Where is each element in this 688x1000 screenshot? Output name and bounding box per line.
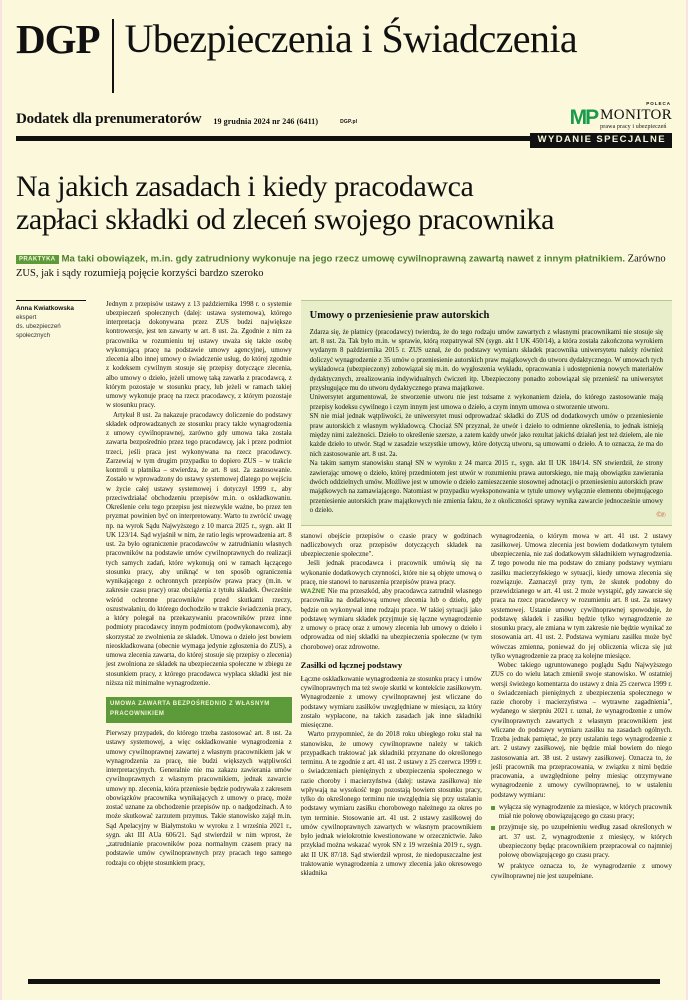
section-banner-own-employee: UMOWA ZAWARTA BEZPOŚREDNIO Z WŁASNYM PRACOWNIKIEM bbox=[106, 697, 292, 723]
feature-box-copyright-contracts bbox=[301, 300, 672, 526]
masthead bbox=[16, 0, 672, 66]
copyright-mark: ©℗ bbox=[656, 510, 665, 519]
col1-paragraph-3: Pierwszy przypadek, do którego trzeba zastosować art. 8 ust. 2a ustawy systemowej, a więc oskładkowanie wynagrodzenia z umowy cywilnoprawnej zawartej z własnym pracownikiem jak w wynagrodzenia za pracę, nie budzi większych wątpliwości interpretacyjnych. Generalnie nie ma zakazu zawierania umów cywilnoprawnych z własnym pracownikiem, jednak zawarcie umowy np. zlecenia, która przeniesie będzie podrywała z zakresem obowiązków pracownika wynikających z umowy o pracę, może zostać uznane za obchodzenie przepisów np. o nadgodzinach. A to może skutkować zarzutem przymus. Takie stanowisko zajął m.in. Sąd Apelacyjny w Białymstoku w wyroku z 1 września 2021 r., sygn. akt III AUa 606/21. Sąd stwierdził w nim wprost, że „zatrudnianie pracowników poza normalnym czasem pracy na podstawie umów cywilnoprawnych przy pracach tego samego rodzaju co objęte stosunkiem pracy, bbox=[106, 730, 292, 867]
columns-2-3-wrapper bbox=[301, 300, 672, 881]
col2-paragraph-2: Jeśli jednak pracodawca i pracownik umówią się na wykonanie dodatkowych czynności, które nie są objęte umową o pracę, nie stanowi to naruszenia przepisów prawa pracy. bbox=[300, 560, 482, 586]
list-item: wyłącza się wynagrodzenie za miesiące, w których pracownik miał nie połowę obowiązującego go czasu pracy; bbox=[491, 803, 672, 822]
col3-bullet-list bbox=[491, 803, 672, 861]
article-lead bbox=[16, 252, 672, 282]
monitor-subtitle: prawa pracy i ubezpieczeń bbox=[600, 124, 667, 130]
column-1 bbox=[106, 300, 292, 881]
author-name: Anna Kwiatkowska bbox=[16, 304, 74, 312]
supplement-label: Dodatek dla prenumeratorów bbox=[16, 111, 202, 127]
author-role-line-1: ekspert bbox=[16, 313, 37, 321]
feature-box-paragraph-2: Uniwersytet argumentował, że stworzenie utworu nie jest tożsame z wykonaniem dzieła, do którego zastosowanie mają przepisy kodeksu cywilnego i czym innym jest umowa o dzieło, a czym innym umowa o stworzenie utworu. bbox=[309, 394, 663, 411]
masthead-rule-row bbox=[16, 133, 672, 146]
column-2 bbox=[301, 532, 482, 881]
masthead-divider bbox=[112, 19, 114, 93]
col2-paragraph-4: Warto przypomnieć, że do 2018 roku ubiegłego roku stał na stanowisku, że umowy cywilnoprawne należy w takich przypadkach traktować jak składniki przyznane do określonego terminu. A te zgodnie z art. 41 ust. 2 ustawy z 25 czerwca 1999 r. o świadczeniach pieniężnych z ubezpieczenia społecznego w razie choroby i macierzyństwa (dalej: ustawa zasiłkowa) nie wpływają na wysokość tego pozostają bowiem stosunku pracy, tylko do określonego terminu nie uwzględnia się przy ustalaniu podstawy wymiaru zasiłku chorobowego należnego za okres po tym terminie. Stosowanie art. 41 ust. 2 ustawy zasiłkowej do umów cywilnoprawnych zawartych w własnym pracownikiem było jednak wielokrotnie kwestionowane w orzecznictwie. Jako przykład można wskazać wyrok SN z 19 września 2019 r., sygn. akt II UK 87/18. Sąd stwierdził wprost, że niedopuszczalne jest traktowanie wynagrodzenia z umowy zlecenia jako okresowego składnika bbox=[300, 731, 482, 878]
col2-important-note bbox=[301, 587, 482, 652]
headline-line-1: Na jakich zasadach i kiedy pracodawca bbox=[16, 170, 474, 203]
masthead-subrow bbox=[16, 90, 672, 128]
author-rail bbox=[16, 300, 106, 881]
feature-box-paragraph-1: Zdarza się, że płatnicy (pracodawcy) twierdzą, że do tego rodzaju umów zawartych z własnymi pracownikami nie stosuje się art. 8 ust. 2a. Tak było m.in. w sprawie, którą rozpatrywał SN (sygn. akt I UK 450/14), a która została zakończona wyrokiem wydanym 8 października 2015 r. ZUS uznał, że do podstawy wymiaru składek pracownika uniwersytetu należy również doliczyć wynagrodzenie z 35 umów o przeniesienie autorskich praw majątkowych do utworu dydaktycznego. W umowach tych wykładowca (ubezpieczony) zobowiązał się m.in. do wygłoszenia wykładu, opracowania i udostępnienia nowych materiałów dydaktycznych, zrealizowania indywidualnych ćwiczeń itp. Ubezpieczony ponadto zobowiązał się przenieść na uniwersytet przysługujące mu do utworu dydaktycznego prawa majątkowe. bbox=[309, 328, 663, 392]
monitor-name: MONITOR bbox=[600, 107, 672, 123]
wazne-text: Nie ma przeszkód, aby pracodawca zatrudnił własnego pracownika na dodatkową umowę zlecenia lub o dzieło, gdy będzie on wykonywał inne rodzaju prace. W takiej sytuacji jako podstawę wymiaru składek przyjmuje się łączne wynagrodzenie z umowy o pracę oraz z umowy zlecenia lub umowy o dzieło i odprowadza od niej składki na ubezpieczenia społeczne (w tym chorobowe) oraz zdrowotne. bbox=[300, 588, 482, 651]
feature-box-paragraph-3: SN nie miał jednak wątpliwości, że uniwersytet musi odprowadzać składki do ZUS od dodatkowych umów o przeniesienie praw autorskich z własnym wykładowcą. Chociaż SN przyznał, że utwór i dzieło to odmienne określenia, to jednak istnieją między nimi zależności. Dzieło to określenie szersze, a zatem każdy utwór jako rezultat jakichś działań jest też dziełem, ale nie każde dzieło to utwór. Stąd w zasadzie wszystkie umowy, które dotyczą utworu, są umowami o dzieło. A to oznacza, że ma do nich zastosowanie art. 8 ust. 2a. bbox=[309, 413, 663, 458]
headline-line-2: zapłaci składki od zleceń swojego pracownika bbox=[16, 203, 555, 236]
article-headline bbox=[16, 170, 672, 236]
col3-paragraph-1: wynagrodzenia, o którym mowa w art. 41 ust. 2 ustawy zasiłkowej. Umowa zlecenia jest bowiem dodatkowym tytułem ubezpieczenia, nie zaś dodatkowym składnikiem wynagrodzenia. Z tego powodu nie ma podstaw do zmiany podstawy wymiaru zasiłku macierzyńskiego w sytuacji, kiedy umowa zlecenia się rozwiązuje. Zaznaczył przy tym, że skutek podobny do przewidzianego w art. 41 ust. 2 może wystąpić, gdy zawarcie się praca na rzecz pracodawcy w rozumieniu art. 8 ust. 2a ustawy systemowej. Ustanie umowy cywilnoprawnej spowoduje, że podstawę składek i zasiłku będzie tylko wynagrodzenie ze stosunku pracy, ale zmiana w tym zakresie nie będzie wynikać ze stosowania art. 41 ust. 2. Podstawa wymiaru zasiłku może być wówczas zmienna, ponieważ do jej obliczenia wlicza się już tylko wynagrodzenie za pracę za kolejne miesiące. bbox=[490, 532, 673, 660]
list-item: przyjmuje się, po uzupełnieniu według zasad określonych w art. 37 ust. 2, wynagrodzenie z miesięcy, w których ubezpieczony będąc pracownikiem przepracował co najmniej połowę obowiązującego go czasu pracy. bbox=[491, 823, 672, 860]
author-role-line-3: społecznych bbox=[16, 331, 51, 339]
monitor-promo bbox=[570, 101, 672, 130]
feature-box-title: Umowy o przeniesienie praw autorskich bbox=[309, 309, 490, 321]
lower-columns bbox=[301, 532, 672, 881]
monitor-mp-logo: MP bbox=[569, 106, 598, 129]
issue-line: 19 grudnia 2024 nr 246 (6411) bbox=[213, 117, 319, 126]
text-columns bbox=[106, 300, 672, 881]
article-body bbox=[16, 300, 672, 881]
col2-paragraph-1: stanowi obejście przepisów o czasie pracy w godzinach nadliczbowych oraz przepisów dotyczących składek na ubezpieczenie społeczne". bbox=[300, 532, 482, 559]
author-role-line-2: ds. ubezpieczeń bbox=[16, 322, 61, 330]
lead-rest-text: Zarówno ZUS, jak i sądy rozumieją pojęcie korzyści bardzo szeroko bbox=[16, 253, 666, 279]
column-3 bbox=[491, 532, 672, 881]
col2-paragraph-3: Łączne oskładkowanie wynagrodzenia ze stosunku pracy i umów cywilnoprawnych ma też swoje skutki w kontekście zasiłkowym. Wynagrodzenie z umowy cywilnoprawnej jest wliczane do podstawy wymiaru zasiłków uwzględniane w miesiącu, za który zostało wypłacone, na takich zasadach jak inne składniki miesięczne. bbox=[300, 675, 482, 730]
col1-paragraph-1: Jednym z przepisów ustawy z 13 października 1998 r. o systemie ubezpieczeń społecznych (dalej: ustawa systemowa), którego interpretacja dokonywana przez ZUS budzi największe kontrowersje, jest ten zawarty w art. 8 ust. 2a. Zgodnie z nim za pracownika w rozumieniu tej ustawy uważa się także osobę wykonującą pracę na podstawie umowy agencyjnej, umowy zlecenia albo innej umowy o świadczenie usług, do której zgodnie z kodeksem cywilnym stosuje się przepisy dotyczące zlecenia, albo umowy o dzieło, jeżeli umowę taką zawarła z pracodawcą, z którym pozostaje w stosunku pracy, lub jeżeli w ramach takiej umowy wykonuje pracę na rzecz pracodawcy, z którym pozostaje w stosunku pracy. bbox=[106, 300, 292, 410]
subhead-zasilki: Zasiłki od łącznej podstawy bbox=[300, 659, 403, 670]
poleca-label: POLECA bbox=[646, 101, 671, 106]
col3-paragraph-2: Wobec takiego ugruntowanego poglądu Sądu Najwyższego ZUS co do wielu latach zmienił swoje stanowisko. W ostatniej wersji świeżego komentarza do ustawy z dnia 25 czerwca 1999 r. o świadczeniach pieniężnych z ubezpieczenia społecznego w razie choroby i macierzyństwa – wytrawne zagadnienia", wydanego w sierpniu 2021 r. uznał, że wynagrodzenie z umów cywilnoprawnych zawartych z własnym pracownikiem jest wliczane do podstawy wymiaru zasiłku na zasadach ogólnych. Trzeba jednak pamiętać, że przy ustalaniu tego wynagrodzenie z art. 2 ustawy zasiłkowej, nie będzie miał bowiem do niego zastosowania art. 38 ust. 2 ustawy zasiłkowej. Oznacza to, że jeśli pracownik ma przepracowania, w związku z nimi będzie pracowania, a uwzględnione pełny miesiąc otrzymywane wynagrodzenie z umowy cywilnoprawnej, to w ustaleniu podstawy wymiaru: bbox=[490, 662, 673, 799]
supplement-title: Ubezpieczenia i Świadczenia bbox=[124, 16, 577, 61]
site-tag: DGP.pl bbox=[340, 119, 358, 125]
col3-paragraph-3: W praktyce oznacza to, że wynagrodzenie z umowy cywilnoprawnej nie jest uzupełniane. bbox=[490, 863, 673, 880]
special-edition-badge: WYDANIE SPECJALNE bbox=[530, 133, 672, 148]
praktyka-tag: PRAKTYKA bbox=[16, 255, 59, 264]
wazne-tag: WAŻNE bbox=[300, 588, 326, 596]
feature-box-paragraph-4: Na takim samym stanowisku stanął SN w wyroku z 24 marca 2015 r., sygn. akt II UK 184/14. SN stwierdził, że strony zawierając umowę o dzieło, której przedmiotem jest utwór w rozumieniu prawa autorskiego, nie mają obowiązku zawierania dwóch oddzielnych umów. Możliwe jest w umowie o dzieło zamieszczenie stosownej adnotacji o przeniesieniu autorskich praw majątkowych na zamawiającego. Natomiast w przypadku wyeksponowania w tytule umowy wyłącznie elementu obejmującego przeniesienie autorskich praw majątkowych nie zmienia faktu, że z okoliczności sprawy wynika zawarcie jednocześnie umowy o dzieło. bbox=[309, 460, 663, 515]
dgp-logo: DGP bbox=[16, 16, 100, 62]
page-bottom-rule bbox=[28, 979, 660, 984]
col1-paragraph-2: Artykuł 8 ust. 2a nakazuje pracodawcy doliczenie do podstawy składek odprowadzanych ze stosunku pracy także wynagrodzenia z umowy cywilnoprawnej, zarówno gdy umowa taka została zawarta bezpośrednio przez tego pracodawcę, jak i przez podmiot trzeci, jeśli praca jest wykonywana na rzecz pracodawcy. Zarzewiaj w tym drugim przypadku to dopiero ZUS – w trakcie kontroli u płatnika – stwierdza, że art. 8 ust. 2a zastosowanie. Zostało w wprowadzony do ustawy systemowej dlatego po wejściu w życie całej ustawy systemowej i dotyczył 1999 r., aby przeciwdziałać obchodzeniu przepisów m.in. o oskładkowaniu. Określenie celu tego przepisu jest niezwykle ważne, bo przez ten pryzmat powinien być on interpretowany. Warto tu zwrócić uwagę np. na wyrok Sądu Najwyższego z 10 marca 2025 r., sygn. akt II UK 123/14. Sąd wyjaśnił w nim, że ratio legis wprowadzenia art. 8 ust. 2a było ograniczenie pracodawców w zatrudnianiu własnych pracowników na podstawie umów cywilnoprawnych do realizacji tych samych zadań, które wykonują oni w ramach łączącego stosunku pracy, aby uniknąć w ten sposób ograniczenia wynikającego z ochronnych przepisów prawa pracy (m.in. w zakresie czasu pracy) oraz obciążenia z tytułu składek. Ówcześnie wśród ochronne pracowników przed skutkami rzeczy, oszustwałaniu, do którego dochodziło w trakcie świadczenia pracy, a który polegał na przekazywaniu pracowników przez inne podmioty pracodawcy innym podmiotom (podwykonawcom), aby skorzystać ze zwolnienia ze składek. Umowa o dzieło jest bowiem nieoskładkowana (obecnie wymaga jedynie zgłoszenia do ZUS), a umowa zlecenia zawarta, do której stosuje się przepisy o zlecenia) jest zwolniona ze składek na ubezpieczenia społeczne w zbiegu ze stosunkiem pracy, z którego pracodawca wypłaca składki jest nie niższa niż minimalne wynagrodzenie. bbox=[106, 411, 292, 687]
lead-bold-text: Ma taki obowiązek, m.in. gdy zatrudniony wykonuje na jego rzecz umowę cywilnoprawną zawartą nawet z innym płatnikiem. bbox=[61, 253, 626, 265]
author-divider bbox=[16, 300, 86, 301]
